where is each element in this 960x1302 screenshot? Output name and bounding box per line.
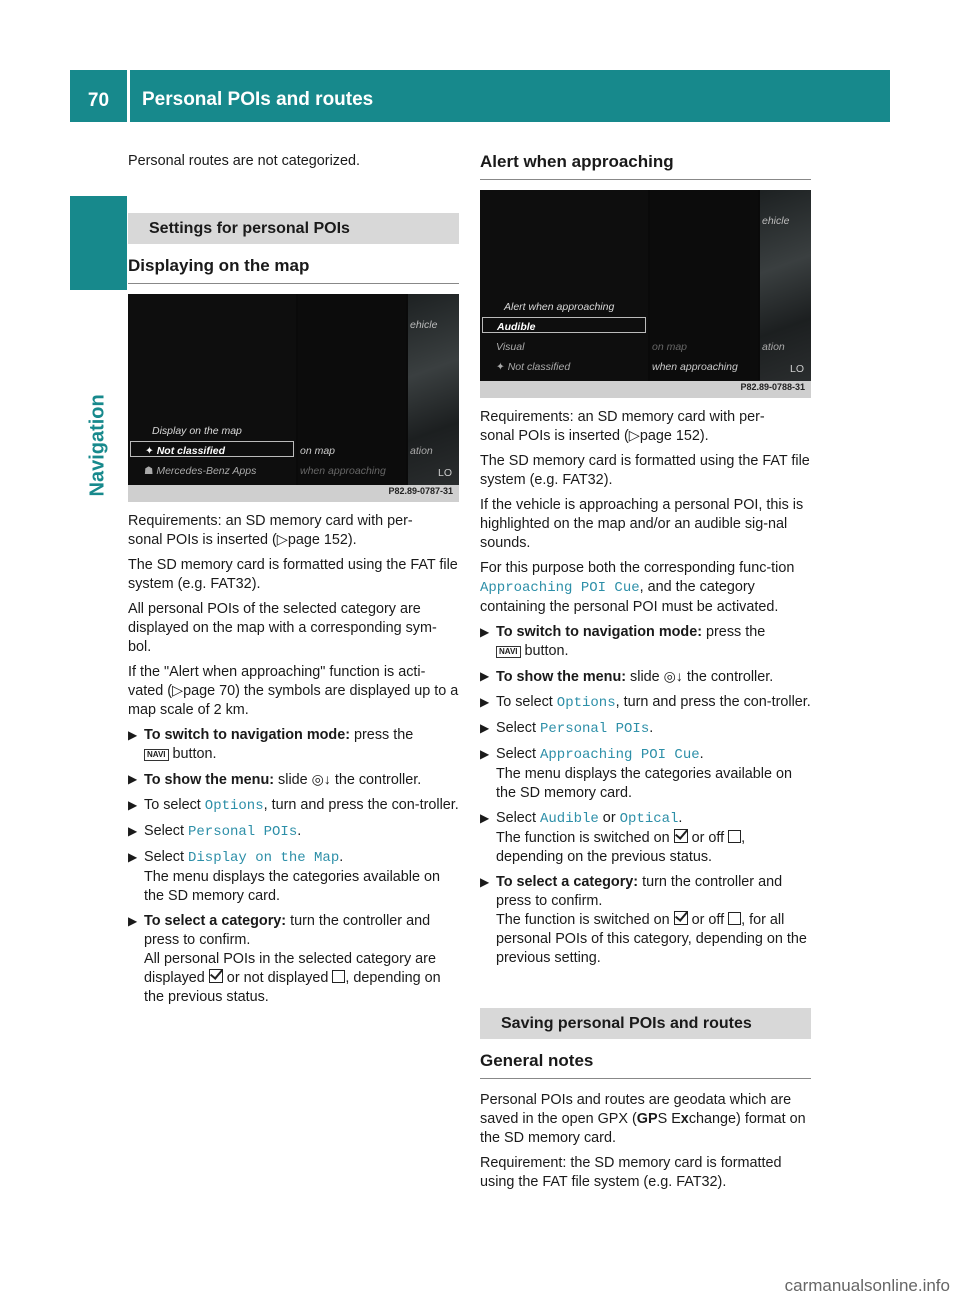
- checked-box-icon: [674, 911, 688, 925]
- paragraph: For this purpose both the corresponding func-tion Approaching POI Cue, and the category containing the personal POI must be activated.: [480, 560, 795, 615]
- paragraph: All personal POIs of the selected category are displayed on the map with a corresponding sym-bol.: [128, 601, 437, 655]
- subsection-title: Displaying on the map: [128, 256, 459, 284]
- empty-box-icon: [728, 830, 741, 843]
- header-divider: [127, 70, 130, 122]
- screenshot-alert-approaching: [480, 190, 811, 398]
- instruction-step: ▶ To select Options, turn and press the con-troller.: [128, 797, 459, 814]
- paragraph: If the vehicle is approaching a personal POI, this is highlighted on the map and/or an audible sig-nal sounds.: [480, 497, 804, 551]
- instruction-step: ▶ To switch to navigation mode: press the NAVI button.: [128, 727, 414, 762]
- paragraph: Requirement: the SD memory card is formatted using the FAT file system (e.g. FAT32).: [480, 1155, 782, 1190]
- menu-item-selected[interactable]: Audible: [482, 317, 646, 333]
- middle-text-dim: on map: [652, 341, 688, 353]
- instruction-step: ▶ To switch to navigation mode: press the NAVI button.: [480, 624, 766, 659]
- controller-slide-icon: ◎↓: [311, 771, 331, 787]
- paragraph: Requirements: an SD memory card with per- sonal POIs is inserted (▷page 152).: [128, 513, 413, 548]
- menu-title: Alert when approaching: [504, 298, 646, 318]
- instruction-step: ▶ To show the menu: slide ◎↓ the controller.: [480, 668, 774, 685]
- side-section-label: Navigation: [86, 394, 109, 497]
- empty-box-icon: [332, 970, 345, 983]
- subsection-title: Alert when approaching: [480, 152, 811, 180]
- navi-key-icon: NAVI: [144, 749, 169, 761]
- left-column: [128, 152, 459, 1013]
- instruction-step: ▶ Select Personal POIs.: [480, 720, 654, 737]
- page-number: 70: [87, 90, 110, 111]
- middle-text-dim: when approaching: [300, 465, 386, 477]
- menu-item[interactable]: ☗ Mercedes-Benz Apps: [144, 465, 257, 477]
- instruction-step: ▶ Select Personal POIs.: [128, 823, 302, 840]
- checked-box-icon: [674, 829, 688, 843]
- map-text: LO: [790, 363, 805, 375]
- middle-text: on map: [300, 445, 336, 457]
- instruction-step: ▶ Select Display on the Map. The menu displays the categories available on the SD memory card.: [128, 849, 440, 904]
- page-title: Personal POIs and routes: [142, 89, 374, 110]
- right-column: [480, 152, 811, 1198]
- empty-box-icon: [728, 912, 741, 925]
- navi-key-icon: NAVI: [496, 646, 521, 658]
- page-header: [70, 70, 890, 122]
- screenshot-display-on-map: [128, 294, 459, 502]
- map-text: ation: [410, 445, 433, 457]
- intro-text: Personal routes are not categorized.: [128, 153, 360, 169]
- instruction-step: ▶ Select Audible or Optical. The function is switched on or off , depending on the previous status.: [480, 810, 746, 865]
- menu-item[interactable]: Visual: [496, 341, 525, 353]
- map-text: ehicle: [410, 319, 438, 331]
- instruction-step: ▶ To show the menu: slide ◎↓ the controller.: [128, 771, 422, 788]
- watermark: carmanualsonline.info: [784, 1276, 950, 1295]
- image-code: P82.89-0788-31: [740, 382, 805, 392]
- map-text: ehicle: [762, 215, 790, 227]
- menu-title: Display on the map: [152, 422, 294, 442]
- instruction-step: ▶ To select Options, turn and press the con-troller.: [480, 694, 811, 711]
- paragraph: If the "Alert when approaching" function is acti-vated (▷page 70) the symbols are displayed up to a map scale of 2 km.: [128, 664, 459, 718]
- map-text: ation: [762, 341, 785, 353]
- menu-item-selected[interactable]: ✦ Not classified: [130, 441, 294, 457]
- checked-box-icon: [209, 969, 223, 983]
- controller-slide-icon: ◎↓: [663, 668, 683, 684]
- image-code: P82.89-0787-31: [388, 486, 453, 496]
- section-title: Settings for personal POIs: [128, 213, 459, 244]
- paragraph: The SD memory card is formatted using the FAT file system (e.g. FAT32).: [480, 453, 810, 488]
- middle-text: when approaching: [652, 361, 738, 373]
- map-text: LO: [438, 467, 453, 479]
- instruction-step: ▶ To select a category: turn the controller and press to confirm. All personal POIs in the selected category are displayed or not displayed , depending on the previous status.: [128, 913, 441, 1005]
- instruction-step: ▶ To select a category: turn the controller and press to confirm. The function is switched on or off , for all personal POIs of this category, depending on the previous setting.: [480, 874, 807, 966]
- side-tab: [70, 196, 127, 290]
- paragraph: Personal POIs and routes are geodata which are saved in the open GPX (GPS Exchange) format on the SD memory card.: [480, 1092, 806, 1146]
- subsection-title: General notes: [480, 1051, 811, 1079]
- instruction-step: ▶ Select Approaching POI Cue. The menu displays the categories available on the SD memory card.: [480, 746, 792, 801]
- section-title: Saving personal POIs and routes: [480, 1008, 811, 1039]
- paragraph: Requirements: an SD memory card with per- sonal POIs is inserted (▷page 152).: [480, 409, 765, 444]
- menu-item[interactable]: ✦ Not classified: [496, 361, 571, 373]
- paragraph: The SD memory card is formatted using the FAT file system (e.g. FAT32).: [128, 557, 458, 592]
